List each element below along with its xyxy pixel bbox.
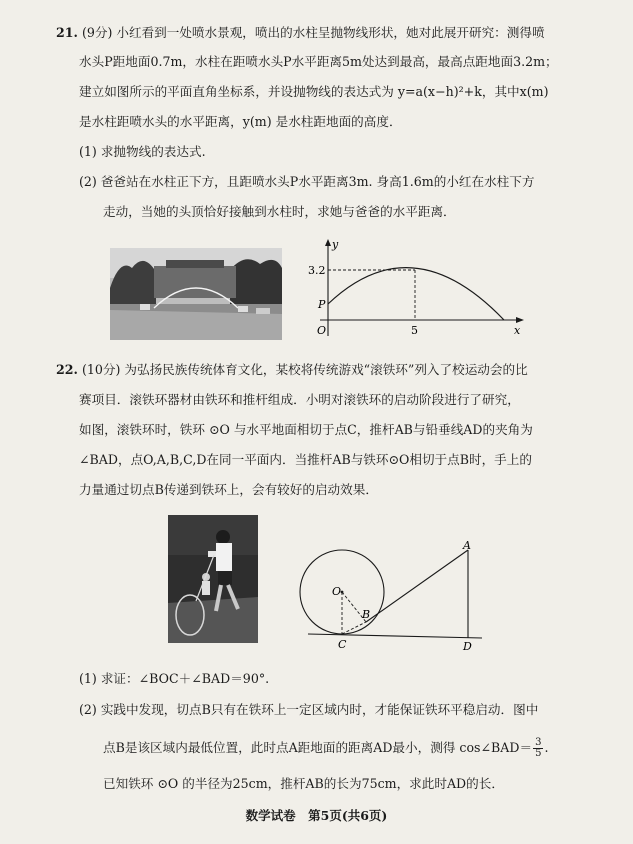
q22-sub-1: (1) 求证：∠BOC＋∠BAD＝90°. xyxy=(79,671,270,686)
q22-text-1: (10分) 为弘扬民族传统体育文化，某校将传统游戏“滚铁环”列入了校运动会的比 xyxy=(81,362,528,377)
q21-line-3: 建立如图所示的平面直角坐标系，并设抛物线的表达式为 y=a(x−h)²+k，其中x(m) xyxy=(79,84,549,99)
frac-denominator: 5 xyxy=(535,748,542,759)
y-axis-arrow-icon xyxy=(325,239,331,246)
label-c: C xyxy=(338,638,347,651)
origin-label: O xyxy=(317,324,327,337)
q21-line-2: 水头P距地面0.7m，水柱在距喷水头P水平距离5m处达到最高，最高点距地面3.2m； xyxy=(79,54,558,69)
q21-sub-2-line-1: (2) 爸爸站在水柱正下方，且距喷水头P水平距离3m. 身高1.6m的小红在水柱下方 xyxy=(79,174,535,189)
hoop-geometry-diagram xyxy=(296,540,492,652)
q21-text-1: (9分) 小红看到一处喷水景观，喷出的水柱呈抛物线形状，她对此展开研究：测得喷 xyxy=(81,25,545,40)
push-rod-ab xyxy=(366,550,468,622)
q22-line-2: 赛项目．滚铁环器材由铁环和推杆组成．小明对滚铁环的启动阶段进行了研究， xyxy=(79,392,520,407)
q22-line-1 xyxy=(56,362,528,378)
tick-x-label: 5 xyxy=(411,324,418,337)
q21-sub-1: (1) 求抛物线的表达式. xyxy=(79,144,206,159)
q21-number: 21. xyxy=(56,25,78,40)
y-axis-label: y xyxy=(332,238,339,251)
q22-line-4: ∠BAD，点O,A,B,C,D在同一平面内．当推杆AB与铁环⊙O相切于点B时，手上的 xyxy=(79,452,532,467)
q22-sub-2-line-1: (2) 实践中发现，切点B只有在铁环上一定区域内时，才能保证铁环平稳启动．图中 xyxy=(79,702,539,717)
q21-line-4: 是水柱距喷水头的水平距离，y(m) 是水柱距地面的高度． xyxy=(79,114,402,129)
q21-sub-2-line-2: 走动，当她的头顶恰好接触到水柱时，求她与爸爸的水平距离． xyxy=(103,204,456,219)
point-p-label: P xyxy=(318,298,326,311)
frac-numerator: 3 xyxy=(535,737,542,748)
x-axis-label: x xyxy=(514,324,521,337)
fountain-photo xyxy=(110,248,282,340)
parabola-graph xyxy=(308,236,530,340)
label-o: O xyxy=(332,585,342,598)
label-a: A xyxy=(463,540,471,552)
q22-sub-2-line-3: 已知铁环 ⊙O 的半径为25cm，推杆AB的长为75cm，求此时AD的长． xyxy=(103,776,504,791)
page-footer: 数学试卷 第5页(共6页) xyxy=(245,808,388,823)
ground-line xyxy=(308,634,482,638)
cos-fraction xyxy=(533,738,543,759)
tick-y-label: 3.2 xyxy=(308,264,326,277)
label-b: B xyxy=(362,608,371,621)
q22-sub-2-line-2 xyxy=(103,738,548,759)
label-d: D xyxy=(463,640,472,652)
q22-number: 22. xyxy=(56,362,78,377)
hoop-rolling-photo xyxy=(168,515,258,643)
q22-line-5: 力量通过切点B传递到铁环上，会有较好的启动效果． xyxy=(79,482,378,497)
q21-line-1 xyxy=(56,25,545,41)
q22-line-3: 如图，滚铁环时，铁环 ⊙O 与水平地面相切于点C，推杆AB与铅垂线AD的夹角为 xyxy=(79,422,533,437)
q22-sub-2-text: 点B是该区域内最低位置，此时点A距地面的距离AD最小，测得 cos∠BAD＝ xyxy=(103,740,533,755)
parabola-curve xyxy=(328,268,504,320)
x-axis-arrow-icon xyxy=(516,317,524,323)
frac-after: . xyxy=(544,740,549,755)
